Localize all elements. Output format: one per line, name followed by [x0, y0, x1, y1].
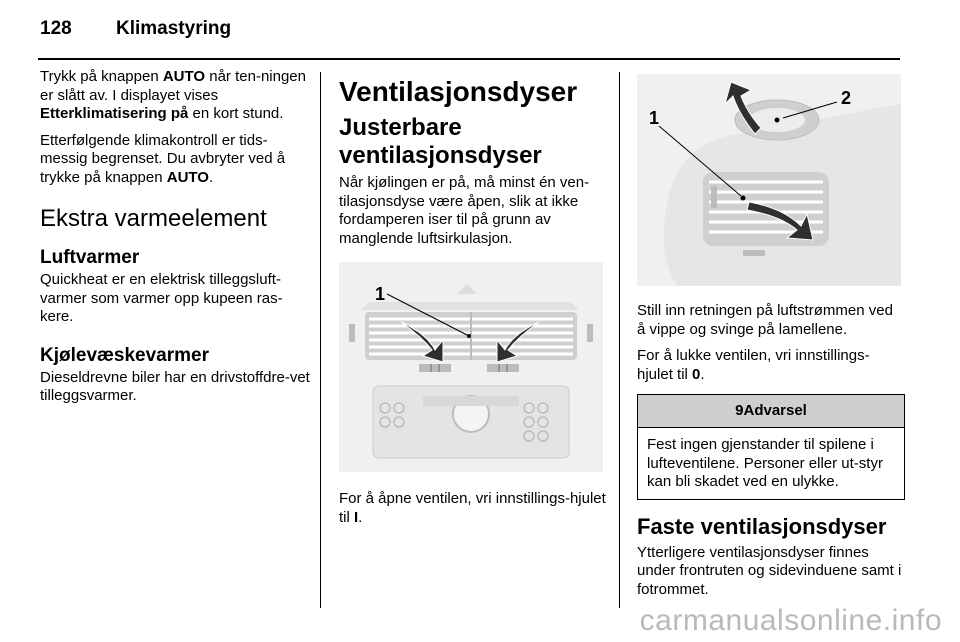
position-symbol: I — [354, 508, 359, 526]
center-vents-figure — [339, 262, 603, 472]
page-number: 128 — [40, 18, 72, 39]
side-vent-figure — [637, 74, 901, 286]
text-span: . — [208, 168, 214, 186]
subheading-adjustable-vents: Justerbare ventilasjonsdyser — [339, 114, 542, 169]
text-span: For å lukke ventilen, vri innstillings-hjulet til — [637, 347, 870, 383]
text-span: en kort stund. — [188, 105, 284, 122]
subheading-air-heater: Luftvarmer — [40, 247, 140, 268]
auto-paragraph — [40, 68, 310, 124]
text-span: For å åpne ventilen, vri innstillings-hjulet til — [339, 490, 606, 526]
warning-header — [638, 395, 904, 428]
vents-intro-text: Når kjølingen er på, må minst én ven-tilasjonsdyse være åpen, slik at ikke fordamperen iser til på grunn av manglende luftsirkulasjon. — [339, 174, 590, 247]
open-vent-caption — [339, 490, 607, 527]
auto-keyword: AUTO — [162, 68, 206, 85]
column-3 — [637, 68, 905, 607]
air-heater-text: Quickheat er en elektrisk tilleggsluft-varmer som varmer opp kupeen ras-kere. — [40, 271, 283, 325]
warning-icon: 9 — [735, 402, 744, 419]
text-span: Etterfølgende klimakontroll er tids-messig begrenset. Du avbryter ved å trykke på knappen — [40, 131, 286, 186]
text-span: . — [700, 365, 705, 383]
column-divider-1 — [320, 72, 321, 608]
column-1 — [40, 68, 310, 414]
warning-text: Fest ingen gjenstander til spilene i lufteventilene. Personer eller ut-styr kan bli skadet ved en ulykke. — [647, 436, 883, 490]
display-message: Etterklimatisering på — [40, 105, 189, 122]
position-symbol: 0 — [692, 365, 701, 383]
subheading-coolant-heater: Kjølevæskevarmer — [40, 344, 209, 366]
auto-keyword: AUTO — [166, 168, 209, 186]
coolant-heater-text: Dieseldrevne biler har en drivstoffdre-vet tilleggsvarmer. — [40, 368, 310, 404]
adjust-direction-text: Still inn retningen på luftstrømmen ved å vippe og svinge på lamellene. — [637, 302, 893, 338]
center-vents-illustration — [339, 262, 603, 472]
text-span: når ten-ningen er slått av. I displayet vises — [40, 68, 306, 104]
figure-callout-1: 1 — [375, 284, 386, 304]
section-heading-vents: Ventilasjonsdyser — [339, 76, 578, 107]
text-span: Trykk på knappen — [40, 68, 163, 85]
warning-box — [637, 394, 905, 500]
warning-title: Advarsel — [743, 402, 807, 419]
header-rule — [38, 58, 900, 60]
column-divider-2 — [619, 72, 620, 608]
column-2 — [339, 68, 607, 535]
page-header — [40, 18, 231, 40]
watermark: carmanualsonline.info — [639, 604, 942, 637]
section-heading-fixed-vents: Faste ventilasjonsdyser — [637, 513, 887, 539]
fixed-vents-text: Ytterligere ventilasjonsdyser finnes under frontruten og sidevinduene samt i fotrommet. — [637, 543, 902, 598]
figure-callout-1: 1 — [649, 108, 660, 128]
close-vent-text — [637, 347, 905, 384]
figure-callout-2: 2 — [841, 88, 852, 108]
timing-paragraph — [40, 132, 310, 188]
page-title: Klimastyring — [116, 18, 232, 39]
section-heading-extra-heater: Ekstra varmeelement — [40, 205, 267, 232]
side-vent-illustration — [637, 74, 901, 286]
text-span: . — [358, 508, 363, 526]
